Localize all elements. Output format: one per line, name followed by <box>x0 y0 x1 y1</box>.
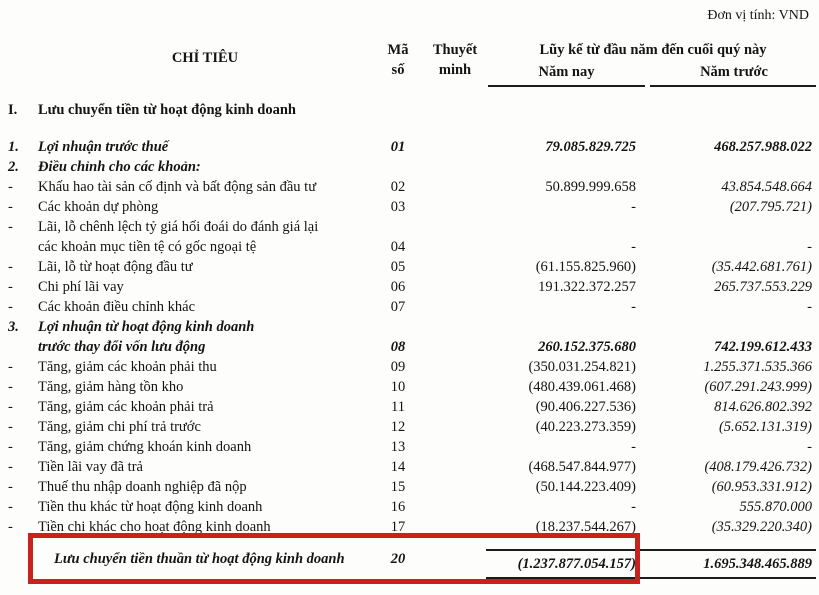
row-label-line1: Lãi, lỗ chênh lệch tỷ giá hối đoái do đánh giá lại <box>38 219 319 235</box>
row-label: Lãi, lỗ từ hoạt động đầu tư <box>38 259 193 275</box>
row-label: Lợi nhuận trước thuế <box>38 139 169 155</box>
row-current-value: (468.547.844.977) <box>528 459 636 475</box>
row-current-value: 191.322.372.257 <box>538 279 636 295</box>
row-code: 03 <box>390 199 406 215</box>
row-label: Chi phí lãi vay <box>38 279 124 295</box>
row-prior-value: 43.854.548.664 <box>721 179 812 195</box>
table-row <box>8 517 816 537</box>
table-row <box>8 437 816 457</box>
row-marker: 2. <box>8 159 19 175</box>
row-current-value: (90.406.227.536) <box>535 399 636 415</box>
row-marker: I. <box>8 102 18 118</box>
row-code: 10 <box>390 379 406 395</box>
row-marker: - <box>8 359 13 375</box>
row-label: Các khoản dự phòng <box>38 199 159 215</box>
column-header-prior-year: Năm trước <box>700 64 768 80</box>
net-cashflow-row <box>8 549 816 579</box>
table-row <box>8 497 816 517</box>
row-code: 01 <box>390 139 406 155</box>
row-prior-value: - <box>807 439 812 455</box>
row-label <box>38 317 372 357</box>
row-current-value: (18.237.544.267) <box>535 519 636 535</box>
row-code: 12 <box>390 419 406 435</box>
header-underline-current <box>488 85 645 87</box>
row-label: Tăng, giảm các khoản phải trả <box>38 399 214 415</box>
table-row <box>8 357 816 377</box>
table-row <box>8 377 816 397</box>
row-label: Tăng, giảm các khoản phải thu <box>38 359 217 375</box>
column-header-code-line1: Mã <box>387 42 409 58</box>
row-code: 16 <box>390 499 406 515</box>
row-prior-value: (60.953.331.912) <box>711 479 812 495</box>
row-current-value: 50.899.999.658 <box>545 179 636 195</box>
row-prior-value: 742.199.612.433 <box>714 339 812 355</box>
row-marker: - <box>8 379 13 395</box>
row-marker: - <box>8 199 13 215</box>
row-code: 13 <box>390 439 406 455</box>
row-code: 11 <box>391 399 405 415</box>
row-code: 06 <box>390 279 406 295</box>
row-marker: - <box>8 419 13 435</box>
row-label: Lưu chuyển tiền từ hoạt động kinh doanh <box>38 102 296 118</box>
row-current-value: - <box>631 199 636 215</box>
table-row <box>8 157 816 177</box>
row-marker: - <box>8 279 13 295</box>
row-label: Tiền chi khác cho hoạt động kinh doanh <box>38 519 271 535</box>
row-prior-value: 814.626.802.392 <box>714 399 812 415</box>
row-code: 05 <box>390 259 406 275</box>
row-label: Các khoản điều chỉnh khác <box>38 299 196 315</box>
row-prior-value: (408.179.426.732) <box>704 459 812 475</box>
table-row <box>8 177 816 197</box>
row-current-value: 260.152.375.680 <box>538 339 636 355</box>
row-marker: - <box>8 259 13 275</box>
column-header-period-group: Lũy kế từ đầu năm đến cuối quý này <box>539 42 767 58</box>
table-row <box>8 477 816 497</box>
row-label: Khấu hao tài sản cố định và bất động sản đầu tư <box>38 179 317 195</box>
row-prior-value: (607.291.243.999) <box>704 379 812 395</box>
column-header-code <box>372 40 424 80</box>
header-underline-prior <box>650 85 816 87</box>
table-row <box>8 217 816 257</box>
row-label: Điều chỉnh cho các khoản: <box>38 159 201 175</box>
row-marker: - <box>8 299 13 315</box>
row-label: Tăng, giảm chứng khoán kinh doanh <box>38 439 252 455</box>
row-prior-value: (35.329.220.340) <box>711 519 812 535</box>
table-row <box>8 457 816 477</box>
column-header-current-year: Năm nay <box>538 64 595 80</box>
row-code: 07 <box>390 299 406 315</box>
row-current-value: - <box>631 499 636 515</box>
table-row <box>8 257 816 277</box>
row-code: 15 <box>390 479 406 495</box>
row-prior-value: 555.870.000 <box>739 499 812 515</box>
row-current-value: - <box>631 299 636 315</box>
row-label: Lưu chuyển tiền thuần từ hoạt động kinh doanh <box>54 551 345 567</box>
row-prior-value: (207.795.721) <box>729 199 812 215</box>
row-prior-value: 468.257.988.022 <box>714 139 812 155</box>
row-marker: - <box>8 399 13 415</box>
column-header-note <box>424 40 486 80</box>
row-code: 08 <box>390 339 406 355</box>
row-code: 09 <box>390 359 406 375</box>
financial-table <box>8 100 816 579</box>
table-row <box>8 137 816 157</box>
row-current-value: - <box>631 439 636 455</box>
row-label-line2: trước thay đổi vốn lưu động <box>38 339 206 355</box>
row-code: 02 <box>390 179 406 195</box>
table-row <box>8 417 816 437</box>
row-current-value: (1.237.877.054.157) <box>486 549 638 579</box>
row-marker: - <box>8 439 13 455</box>
row-prior-value: 1.695.348.465.889 <box>638 549 816 579</box>
row-label: Tăng, giảm chi phí trả trước <box>38 419 201 435</box>
row-marker: - <box>8 219 13 235</box>
row-marker: 1. <box>8 139 19 155</box>
row-current-value: (40.223.273.359) <box>535 419 636 435</box>
row-current-value: (480.439.061.468) <box>528 379 636 395</box>
row-current-value: - <box>631 239 636 255</box>
row-marker: - <box>8 179 13 195</box>
column-header-note-line2: minh <box>438 62 472 78</box>
table-row <box>8 397 816 417</box>
row-current-value: (350.031.254.821) <box>528 359 636 375</box>
row-marker: - <box>8 459 13 475</box>
row-label <box>38 217 372 257</box>
row-current-value: (61.155.825.960) <box>535 259 636 275</box>
row-current-value: (50.144.223.409) <box>535 479 636 495</box>
row-label: Tiền thu khác từ hoạt động kinh doanh <box>38 499 263 515</box>
row-marker: 3. <box>8 319 19 335</box>
row-label: Thuế thu nhập doanh nghiệp đã nộp <box>38 479 247 495</box>
row-label: Tăng, giảm hàng tồn kho <box>38 379 184 395</box>
row-prior-value: - <box>807 239 812 255</box>
row-prior-value: - <box>807 299 812 315</box>
row-label-line2: các khoản mục tiền tệ có gốc ngoại tệ <box>38 239 257 255</box>
row-prior-value: 1.255.371.535.366 <box>703 359 812 375</box>
table-row <box>8 100 816 120</box>
row-prior-value: (5.652.131.319) <box>718 419 812 435</box>
row-marker: - <box>8 499 13 515</box>
table-row <box>8 297 816 317</box>
row-marker: - <box>8 519 13 535</box>
row-marker: - <box>8 479 13 495</box>
column-header-item: CHỈ TIÊU <box>171 50 239 66</box>
row-code: 04 <box>390 239 406 255</box>
row-code: 20 <box>390 551 406 567</box>
row-label: Tiền lãi vay đã trả <box>38 459 143 475</box>
table-row <box>8 277 816 297</box>
column-header-note-line1: Thuyết <box>432 42 478 58</box>
row-label-line1: Lợi nhuận từ hoạt động kinh doanh <box>38 319 255 335</box>
unit-label: Đơn vị tính: VND <box>707 8 809 23</box>
table-row <box>8 197 816 217</box>
row-current-value: 79.085.829.725 <box>545 139 636 155</box>
row-prior-value: 265.737.553.229 <box>714 279 812 295</box>
row-prior-value: (35.442.681.761) <box>711 259 812 275</box>
row-code: 17 <box>390 519 406 535</box>
table-row <box>8 317 816 357</box>
row-code: 14 <box>390 459 406 475</box>
column-header-code-line2: số <box>391 62 405 78</box>
